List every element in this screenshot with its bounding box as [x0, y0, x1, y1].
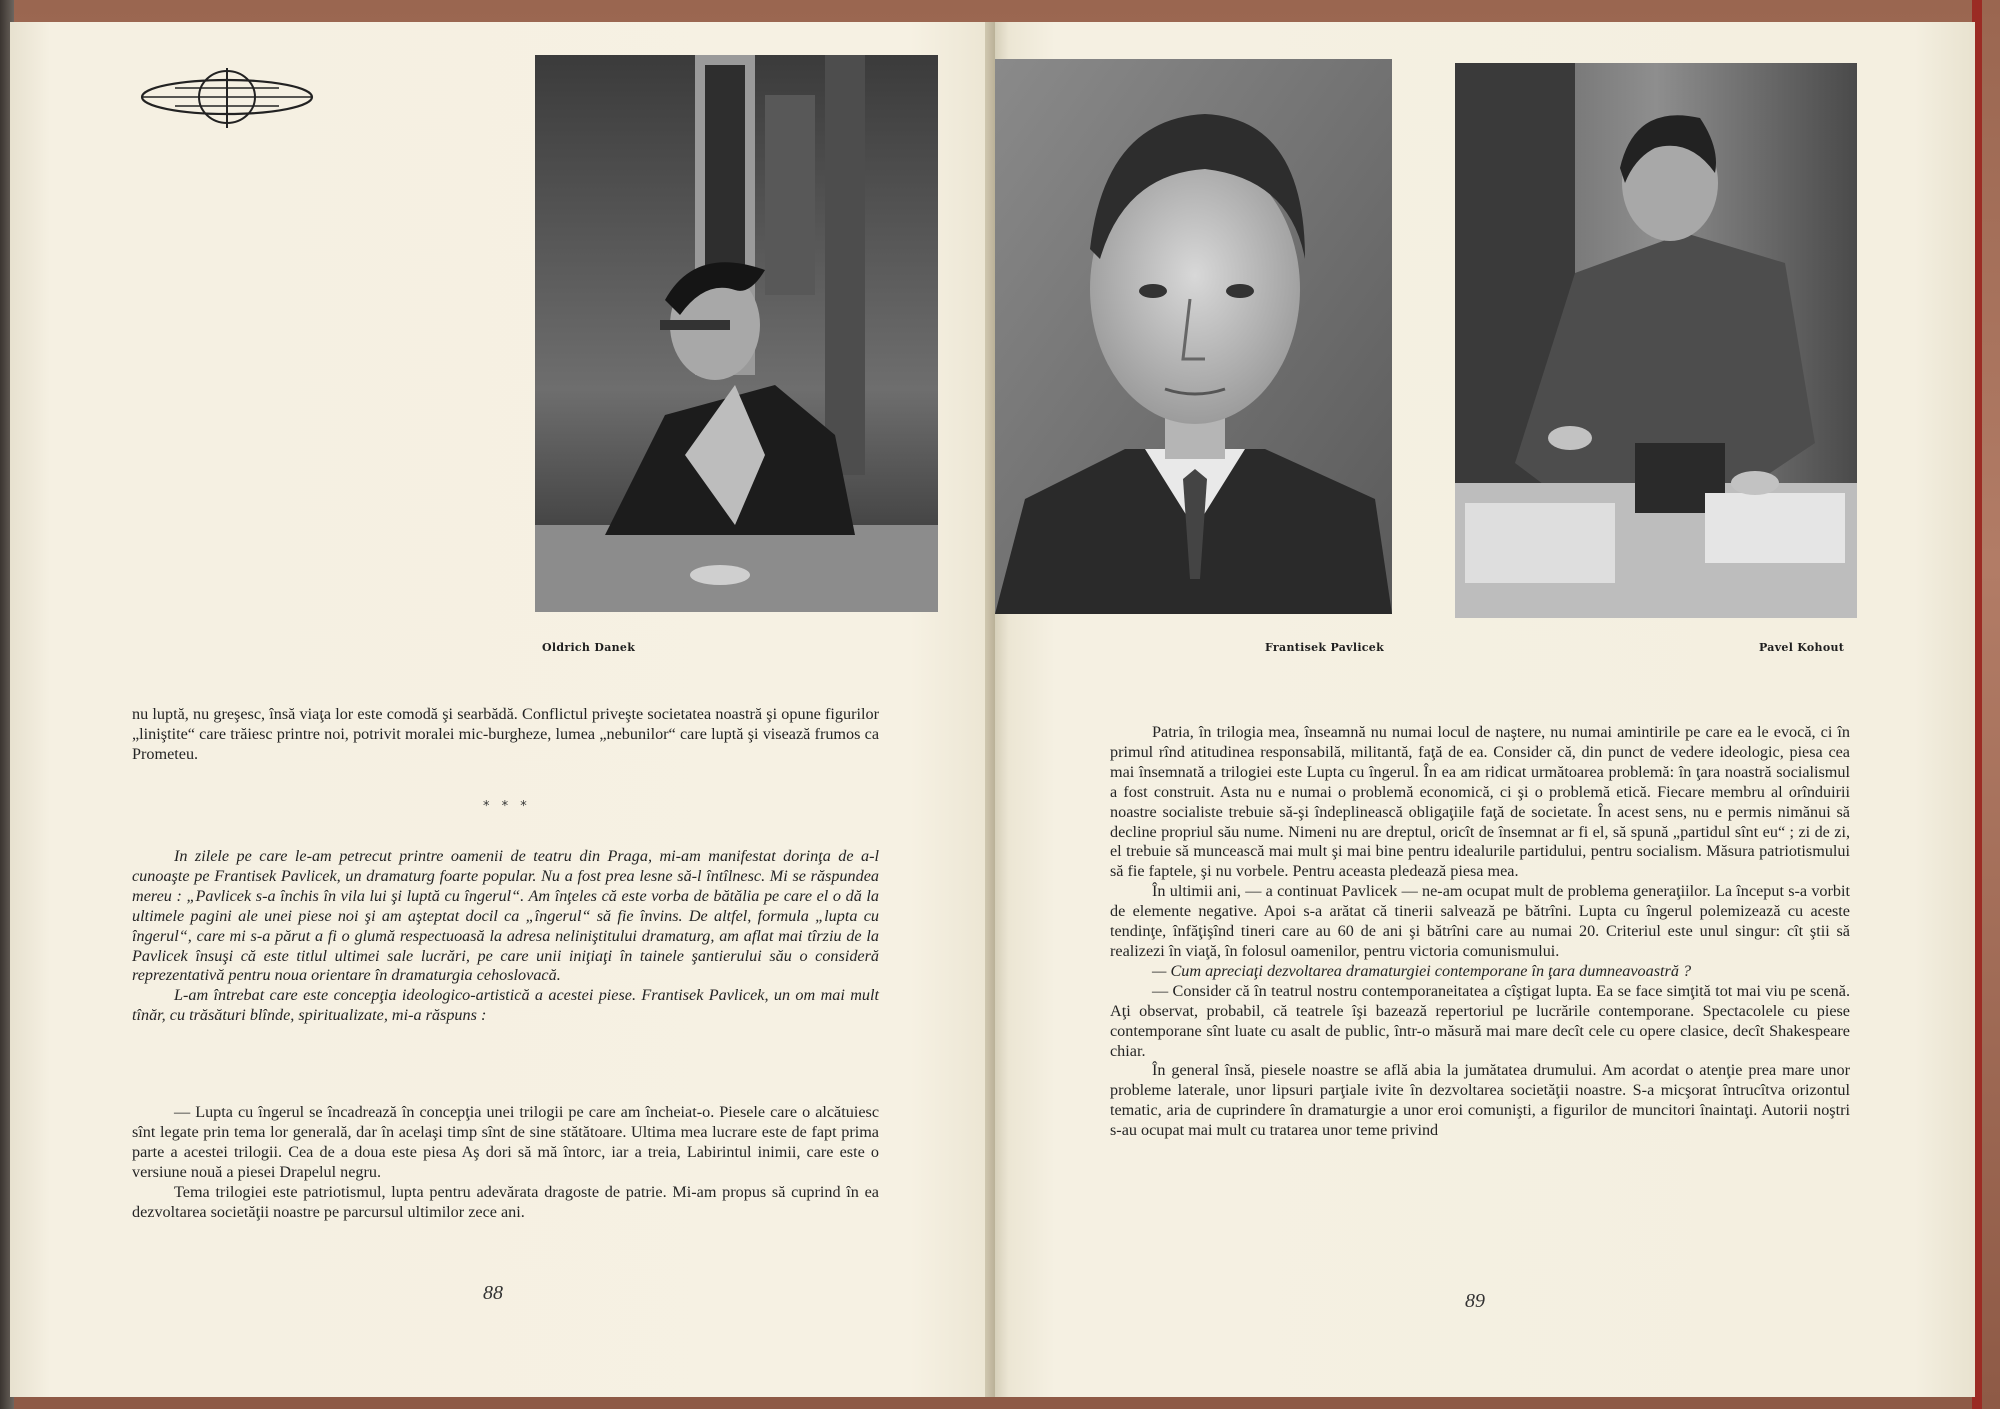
left-page: [10, 22, 995, 1397]
page-number-right: 89: [1465, 1290, 1485, 1312]
paragraph-continued: nu luptă, nu greşesc, însă viaţa lor este comodă şi searbădă. Conflictul priveşte societatea noastră şi opune figurilor „liniştite“ care trăiesc printre noi, potrivit moralei mic-burgheze, lumea „nebunilor“ care luptă şi visează frumos ca Prometeu.: [132, 705, 879, 763]
text-interview: [132, 847, 879, 1026]
caption-oldrich-danek: Oldrich Danek: [542, 641, 636, 654]
photo-frantisek-pavlicek: [995, 59, 1392, 614]
photo-pavel-kohout: [1455, 63, 1857, 618]
section-separator: * * *: [483, 799, 531, 814]
text-continuation: [132, 705, 879, 765]
paragraph-answer-1: — Lupta cu îngerul se încadrează în concepţia unei trilogii pe care am încheiat-o. Piesele care o alcătuiesc sînt legate prin tema lor generală, dar în acelaşi timp sînt de sine stătătoare. Ultima mea lucrare este de fapt prima parte a acestei trilogii. Cea de a doua este piesa Aş dori să mă întorc, iar a treia, Labirintul inimii, care este o versiune nouă a piesei Drapelul negru.: [132, 1103, 879, 1181]
caption-pavel-kohout: Pavel Kohout: [1759, 641, 1845, 654]
paragraph-intro: In zilele pe care le-am petrecut printre oamenii de teatru din Praga, mi-am manifestat dorinţa de a-l cunoaşte pe Frantisek Pavlicek, un dramaturg foarte popular. Nu a fost prea lesne să-l întîlnesc. Mi se răspundea mereu : „Pavlicek s-a închis în vila lui şi luptă cu îngerul“. Am înţeles că este vorba de bătălia pe care el o dă la ultimele pagini ale unei piese noi şi am aşteptat docil ca „îngerul“ să fie învins. De altfel, formula „lupta cu îngerul“, care mi s-a părut a fi o glumă respectuoasă la adresa neliniştitului dramaturg, am aflat mai tîrziu de la Pavlicek însuşi că este titlul ultimei sale lucrări, pe care unii iniţiaţi în tainele şantierului său o consideră reprezentativă pentru noua orientare în dramaturgia cehoslovacă.: [132, 847, 879, 985]
caption-frantisek-pavlicek: Frantisek Pavlicek: [1265, 641, 1385, 654]
paragraph-question-dramaturgie: — Cum apreciaţi dezvoltarea dramaturgiei contemporane în ţara dumneavoastră ?: [1152, 961, 1692, 980]
paragraph-contemporaneitate: — Consider că în teatrul nostru contemporaneitatea a cîştigat lupta. Ea se face simţită tot mai viu pe scenă. Aţi observat, probabil, că teatrele îşi bazează repertoriul pe lucrările contemporane. Spectacolele cu piese contemporane sînt luate cu asalt de public, într-o măsură mai mare decît cele cu opere clasice, decît Shakespeare chiar.: [1110, 981, 1850, 1060]
page-number-left: 88: [483, 1282, 503, 1304]
paragraph-patria: Patria, în trilogia mea, înseamnă nu numai locul de naştere, nu numai amintirile pe care ea le evocă, ci în primul rînd atitudinea responsabilă, militantă, faţă de ea. Consider că, din punct de vedere ideologic, piesa cea mai însemnată a trilogiei este Lupta cu îngerul. În ea am ridicat următoarea problemă: în ţara noastră socialismul a fost construit. Asta nu e numai o problemă economică, ci şi o problemă etică. Fiecare membru al orînduirii noastre socialiste trebuie să-şi îndeplinească obligaţiile faţă de societate. În acest sens, nu e permis nimănui să decline propriul său nume. Nimeni nu are dreptul, oricît de însemnat ar fi el, să spună „partidul sînt eu“ ; zi de zi, el trebuie să muncească mai mult şi mai bine pentru idealurile partidului, pentru socialism. Măsura patriotismului să fie faptele, şi nu vorbele. Pentru aceasta pledează piesa mea.: [1110, 723, 1850, 881]
paragraph-generatii: În ultimii ani, — a continuat Pavlicek — ne-am ocupat mult de problema generaţiilor. La început s-a vorbit de elemente negative. Apoi s-a arătat că tinerii salvează pe bătrîni. Lupta cu îngerul polemizează cu aceste tendinţe, înfăţişînd tineri care au 60 de ani şi bătrîni care au numai 20. Criteriul este unul singur: cît ştii să realizezi în viaţă, în folosul oamenilor, pentru victoria comunismului.: [1110, 882, 1850, 960]
paragraph-question: L-am întrebat care este concepţia ideologico-artistică a acestei piese. Frantisek Pavlicek, un om mai mult tînăr, cu trăsături blînde, spiritualizate, mi-a răspuns :: [132, 986, 879, 1025]
paragraph-jumatatea-drumului: În general însă, piesele noastre se află abia la jumătatea drumului. Am acordat o atenţie prea mare unor probleme laterale, unor lipsuri parţiale ivite în dezvoltarea societăţii noastre. S-a micşorat întrucîtva orizontul tematic, aria de cuprindere în dramaturgie a unor eroi comunişti, a figurilor de muncitori înaintaţi. Autorii noştri s-au ocupat mai mult cu tratarea unor teme privind: [1110, 1061, 1850, 1140]
paragraph-answer-2: Tema trilogiei este patriotismul, lupta pentru adevărata dragoste de patrie. Mi-am propus să cuprind în ea dezvoltarea societăţii noastre pe parcursul ultimilor zece ani.: [132, 1182, 879, 1221]
globe-logo-icon: [135, 62, 320, 132]
text-right-column: [1110, 723, 1850, 1141]
right-page: [995, 22, 1975, 1397]
text-answer: [132, 1103, 879, 1222]
photo-oldrich-danek: [535, 55, 938, 612]
